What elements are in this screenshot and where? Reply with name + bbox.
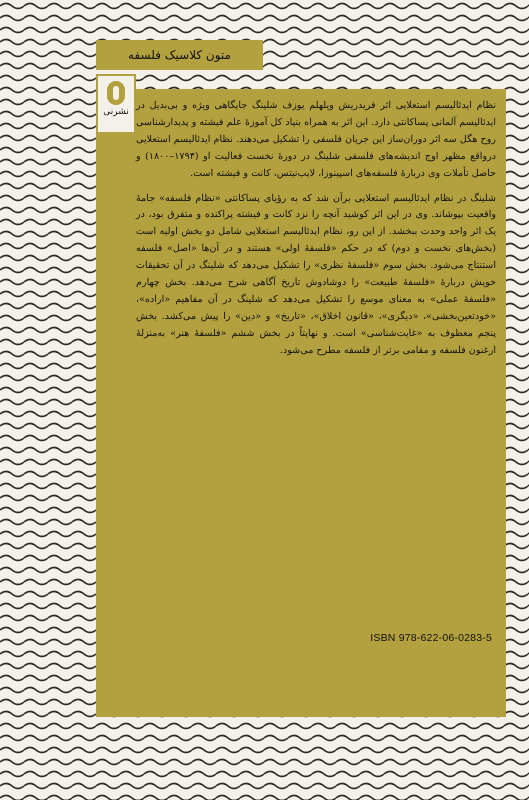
description-paragraph-2: شلینگ در نظام ایدئالیسم استعلایی برآن شد که به رؤیای پساکانتی «نظام فلسفه» جامهٔ واقعیت بپوشاند. وی در این اثر کوشید آنچه را نزد کانت و فیشته پراکنده و متفرق بود، در یک اثر واحد وحدت ببخشد. از این رو، نظام ایدئالیسم استعلایی شامل دو بخش اولیه است (بخش‌های نخست و دوم) که در حکم «فلسفهٔ اولی» هستند و در آن‌ها «اصل» فلسفه استنتاج می‌شود. بخش سوم «فلسفهٔ نظری» را تشکیل می‌دهد که شلینگ در آن تحقیقات خویش دربارهٔ «فلسفهٔ طبیعت» را دوشادوش تاریخ آگاهی شرح می‌دهد. بخش چهارم «فلسفهٔ عملی» به معنای موسع را تشکیل می‌دهد که شلینگ در آن مفاهیم «اراده»، «خودتعین‌بخشی»، «دیگری»، «قانون اخلاق»، «تاریخ» و «دین» را پیش می‌کشد. بخش پنجم معطوف به «غایت‌شناسی» است. و نهایتاً در بخش ششم «فلسفهٔ هنر» به‌منزلهٔ ارغنون فلسفه و مقامی برتر از فلسفه مطرح می‌شود. — [136, 192, 496, 356]
series-title: متون کلاسیک فلسفه — [96, 40, 263, 70]
reed-flute-icon — [104, 80, 128, 106]
isbn-number: ISBN 978-622-06-0283-5 — [370, 632, 492, 644]
back-cover-description — [136, 98, 496, 360]
description-paragraph-1: نظام ایدئالیسم استعلایی اثر فریدریش ویلهلم یوزف شلینگ جایگاهی ویژه و بی‌بدیل در ایدئالیسم آلمانی پساکانتی دارد. این اثر به همراه بنیاد کل آموزهٔ علم فیشته و پدیدارشناسی روح هگل سه اثر دوران‌ساز این جریان فلسفی را تشکیل می‌دهند. نظام ایدئالیسم استعلایی درواقع مظهر اوج اندیشه‌های فلسفی شلینگ در دورهٔ نخست فعالیت او (۱۷۹۴–۱۸۰۰) و حاصل تأملات وی دربارهٔ فلسفه‌های اسپینوزا، لایب‌نیتس، کانت و فیشته است. — [136, 100, 496, 179]
publisher-name: نشرنی — [103, 107, 129, 117]
publisher-logo — [96, 74, 136, 134]
